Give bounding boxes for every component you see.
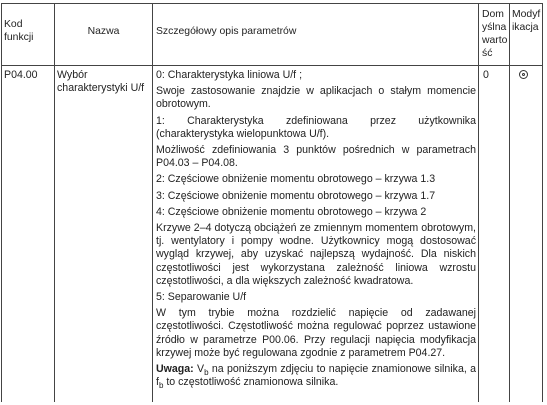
column-divider-1 (54, 3, 55, 402)
header-description: Szczegółowy opis parametrów (156, 26, 297, 37)
column-divider-3 (478, 3, 479, 402)
row-modify (519, 70, 528, 83)
double-circle-icon (519, 70, 528, 79)
row-description (156, 69, 476, 392)
desc-note: Uwaga: $V_b$ na poniższym zdjęciu to napięcie znamionowe silnika, a $f_b$ to częstotliwość znamionowa silnika. (156, 363, 476, 391)
header-divider (1, 65, 543, 66)
desc-line: 1: Charakterystyka zdefiniowana przez użytkownika (charakterystyka wielopunktowa U/f). (156, 114, 476, 140)
desc-line: 2: Częściowe obniżenie momentu obrotowego – krzywa 1.3 (156, 173, 436, 186)
row-name: Wybór charakterystyki U/f (57, 69, 145, 95)
desc-line: W tym trybie można rozdzielić napięcie od zadawanej częstotliwości. Częstotliwość można regulować poprzez ustawione źródło w parametrze P00.06. Przy regulacji napięcia modyfikacja krzywej może być regulowana zgodnie z parametrem P04.27. (156, 307, 476, 359)
header-name: Nazwa (87, 26, 120, 37)
header-default: Domyślna wartość (482, 9, 508, 59)
desc-line: Możliwość zdefiniowania 3 punktów pośrednich w parametrach P04.03 – P04.08. (156, 144, 476, 170)
table-border-top (1, 3, 543, 4)
column-divider-4 (509, 3, 510, 402)
parameter-table (1, 3, 543, 402)
desc-line: 3: Częściowe obniżenie momentu obrotowego – krzywa 1.7 (156, 189, 436, 202)
desc-line: 0: Charakterystyka liniowa U/f ; (156, 69, 303, 81)
table-border-right (542, 3, 543, 402)
row-default: 0 (483, 69, 489, 81)
table-border-left (1, 3, 2, 402)
header-code: Kod funkcji (4, 19, 34, 43)
row-code: P04.00 (4, 69, 38, 81)
desc-line: Krzywe 2–4 dotyczą obciążeń ze zmiennym momentem obrotowym, tj. wentylatory i pompy wodne. Użytkownicy mogą dostosować wygląd krzywej, aby uzyskać najlepszą wydajność. Dla niskich częstotliwości jest wykorzystana zależność liniowa wzrostu częstotliwości, a dla większych zależność kwadratowa. (156, 222, 476, 287)
desc-line: Swoje zastosowanie znajdzie w aplikacjach o stałym momencie obrotowym. (156, 85, 476, 111)
desc-line: 5: Separowanie U/f (156, 291, 247, 304)
note-label: Uwaga: (156, 363, 194, 376)
column-divider-2 (152, 3, 153, 402)
header-modify: Modyfikacja (512, 9, 541, 33)
desc-line: 4: Częściowe obniżenie momentu obrotowego – krzywa 2 (156, 205, 427, 218)
